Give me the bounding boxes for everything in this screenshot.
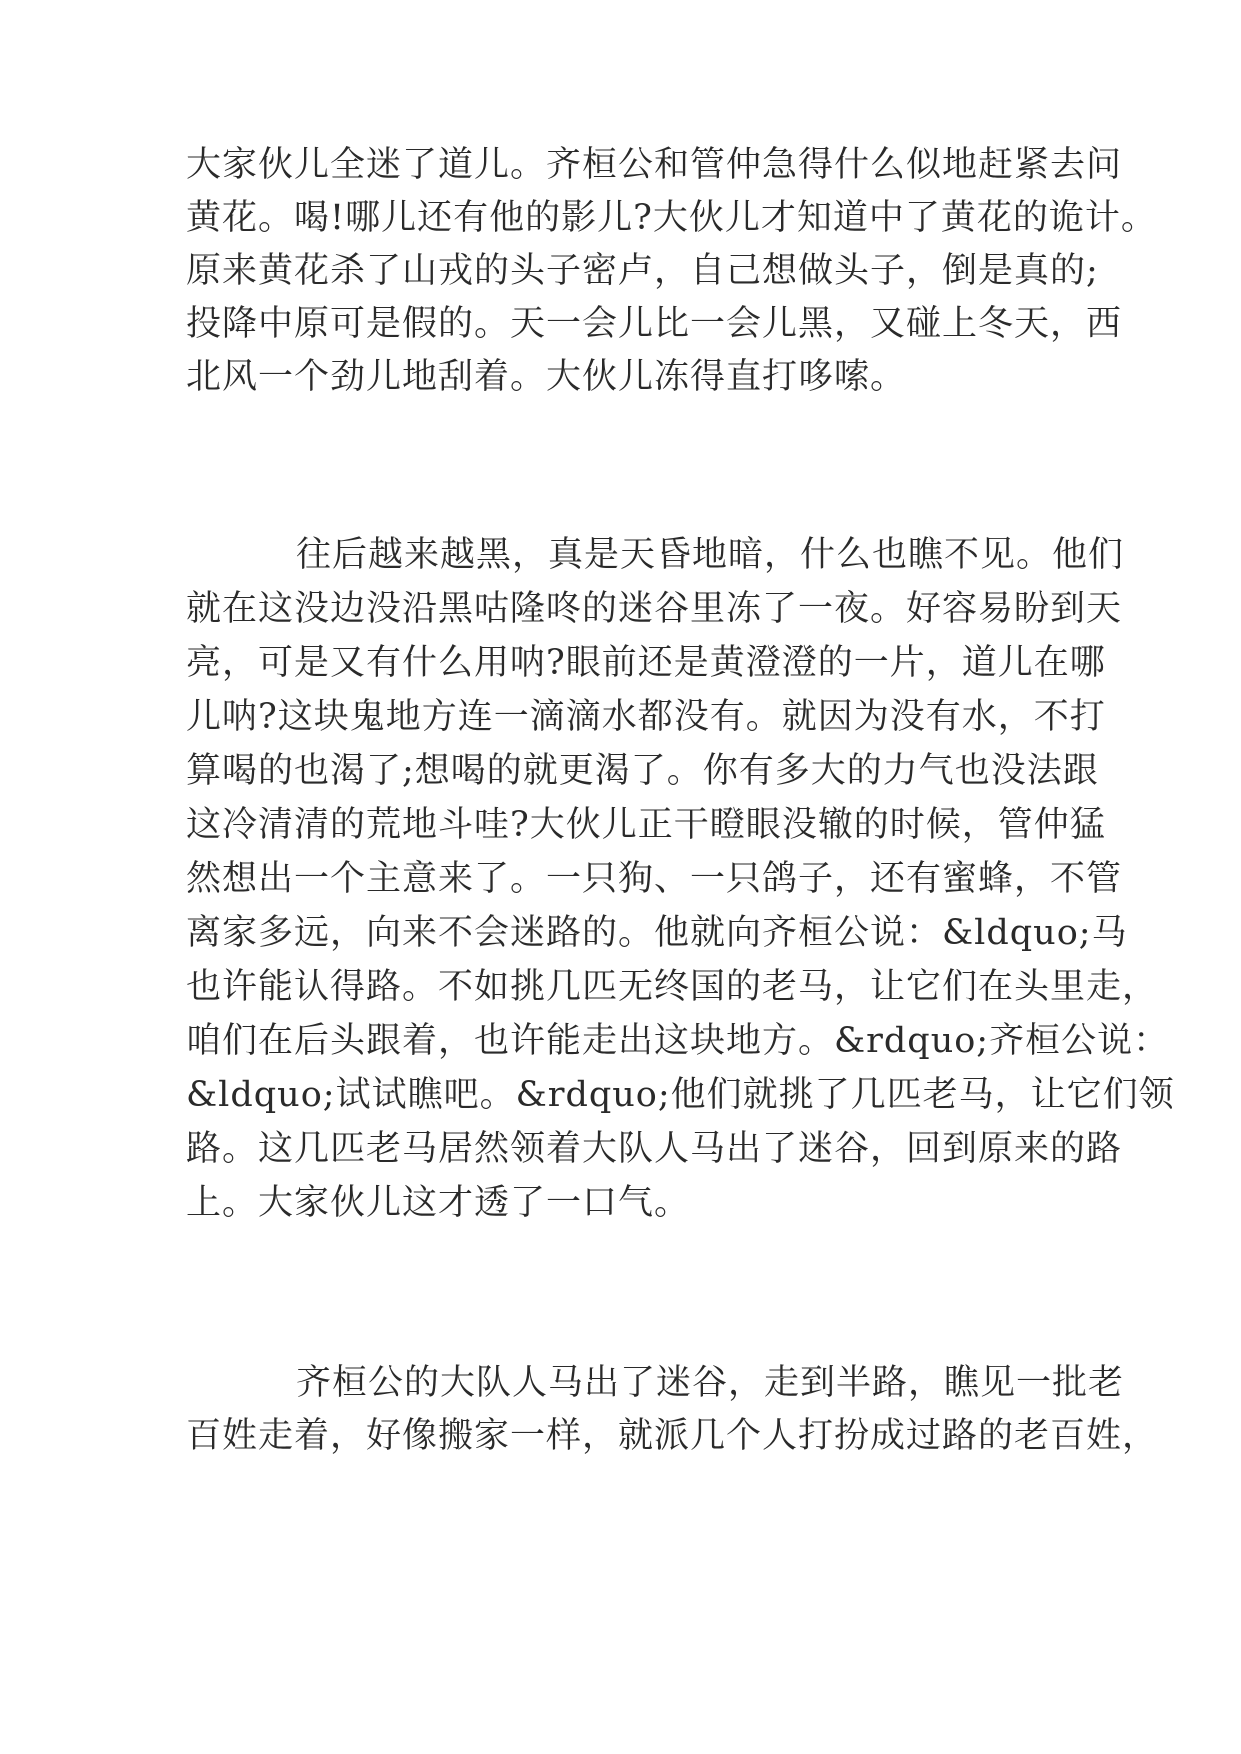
paragraph-2-line-9: 也许能认得路。不如挑几匹无终国的老马，让它们在头里走，: [186, 967, 1159, 1007]
paragraph-2-line-13: 上。大家伙儿这才透了一口气。: [186, 1183, 691, 1223]
paragraph-2-line-3: 亮，可是又有什么用呐?眼前还是黄澄澄的一片，道儿在哪: [186, 643, 1106, 683]
paragraph-2-line-7: 然想出一个主意来了。一只狗、一只鸽子，还有蜜蜂，不管: [186, 859, 1123, 899]
paragraph-2-line-5: 算喝的也渴了;想喝的就更渴了。你有多大的力气也没法跟: [186, 751, 1099, 791]
paragraph-2-line-8: 离家多远，向来不会迷路的。他就向齐桓公说：&ldquo;马: [186, 913, 1128, 953]
paragraph-1-line-5: 北风一个劲儿地刮着。大伙儿冻得直打哆嗦。: [186, 357, 907, 397]
paragraph-2-line-1: 往后越来越黑，真是天昏地暗，什么也瞧不见。他们: [296, 535, 1125, 575]
paragraph-2-line-12: 路。这几匹老马居然领着大队人马出了迷谷，回到原来的路: [186, 1129, 1123, 1169]
paragraph-1-line-3: 原来黄花杀了山戎的头子密卢，自己想做头子，倒是真的;: [186, 251, 1099, 291]
paragraph-2-line-11: &ldquo;试试瞧吧。&rdquo;他们就挑了几匹老马，让它们领: [186, 1075, 1175, 1115]
paragraph-1-line-2: 黄花。喝!哪儿还有他的影儿?大伙儿才知道中了黄花的诡计。: [186, 198, 1157, 238]
paragraph-2-line-6: 这冷清清的荒地斗哇?大伙儿正干瞪眼没辙的时候，管仲猛: [186, 805, 1106, 845]
paragraph-3-line-2: 百姓走着，好像搬家一样，就派几个人打扮成过路的老百姓，: [186, 1416, 1159, 1456]
paragraph-2-line-4: 儿呐?这块鬼地方连一滴滴水都没有。就因为没有水，不打: [186, 697, 1106, 737]
paragraph-1-line-1: 大家伙儿全迷了道儿。齐桓公和管仲急得什么似地赶紧去问: [186, 145, 1123, 185]
paragraph-2-line-10: 咱们在后头跟着，也许能走出这块地方。&rdquo;齐桓公说：: [186, 1021, 1170, 1061]
paragraph-1-line-4: 投降中原可是假的。天一会儿比一会儿黑，又碰上冬天，西: [186, 304, 1123, 344]
paragraph-2-line-2: 就在这没边没沿黑咕隆咚的迷谷里冻了一夜。好容易盼到天: [186, 589, 1123, 629]
paragraph-3-line-1: 齐桓公的大队人马出了迷谷，走到半路，瞧见一批老: [296, 1363, 1125, 1403]
